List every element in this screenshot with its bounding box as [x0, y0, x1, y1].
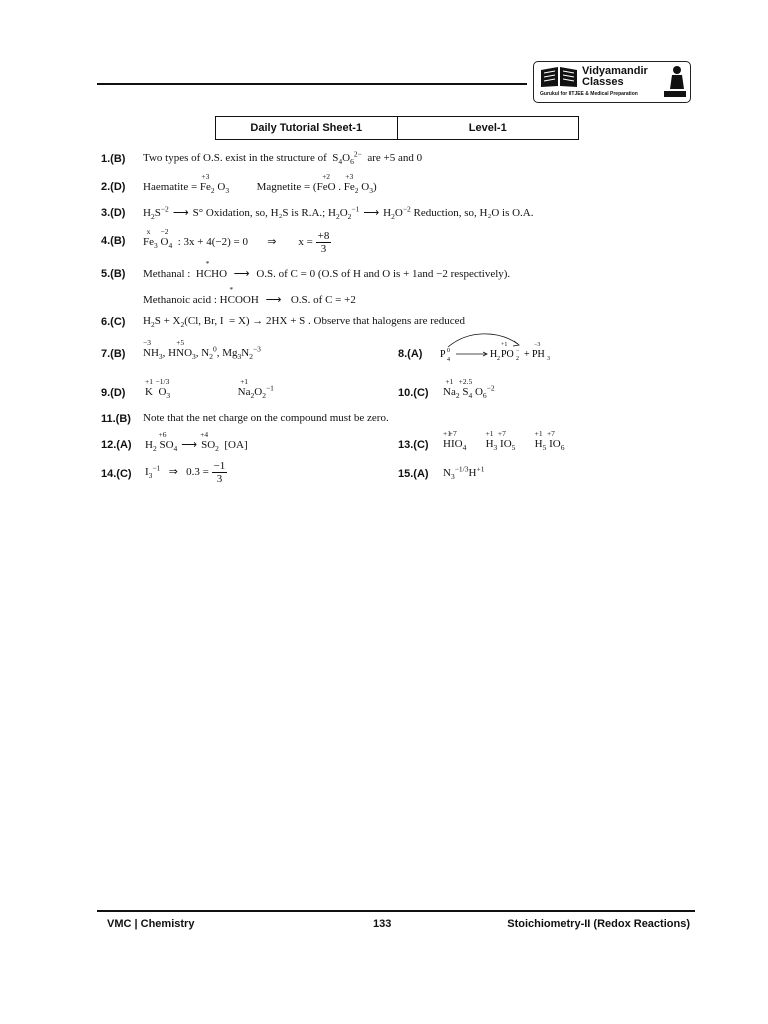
vmc-logo — [533, 61, 691, 103]
answer-2-text: Haematite = Fe +3 $_2$ $O_3$ Magnetite = (FeO +2 . Fe +3 $_2$ $O_3$) — [143, 172, 377, 196]
logo-tagline: Gurukul for IITJEE & Medical Preparation — [540, 91, 638, 97]
answer-number: 4.(B) — [101, 235, 126, 247]
sheet-title: Daily Tutorial Sheet-1 — [250, 122, 363, 134]
svg-text:−3: −3 — [534, 342, 541, 348]
answer-5b-text: Methanoic acid : HC * OOH ⟶ O.S. of C = +2 — [143, 285, 356, 306]
answer-6-text: $H_2S + X_2(Cl$, Br, I = X) → 2HX + S . Observe that halogens are reduced — [143, 315, 466, 330]
book-icon — [540, 66, 578, 88]
answer-4-text: Fe x $_3$ O −2 $_4$ : 3x + 4(−2) = 0 ⇒ x = $\frac{+8}{3}$ — [143, 227, 330, 255]
answer-9-text: K +1 O −1/3 $_3$ Na +1 $_2O_2^{-1}$ — [144, 377, 274, 401]
answer-number: 9.(D) — [101, 387, 126, 399]
answer-number: 11.(B) — [101, 413, 131, 425]
answer-14-text: $I_3^{-1}$ ⇒ 0.3 = $\frac{-1}{3}$ — [145, 460, 226, 485]
answer-11-text: Note that the net charge on the compound must be zero. — [143, 412, 389, 424]
answer-15-text: $N_3^{-1/3}H^{+1}$ — [443, 464, 485, 482]
student-desk-icon — [662, 65, 688, 99]
answer-number: 5.(B) — [101, 268, 126, 280]
svg-text:+: + — [524, 349, 530, 360]
svg-text:P: P — [440, 349, 446, 360]
answer-13-text: H +1 I +7 $O_4$ H +1 $_3$ I +7 $O_5$ H +1 $_5$ I +7 $O_6$ — [442, 429, 565, 453]
answer-1-text: Two types of O.S. exist in the structure of $S_4O_6^{2-}$ are +5 and 0 — [143, 149, 423, 167]
footer-chapter: Stoichiometry-II (Redox Reactions) — [507, 918, 690, 930]
answer-number: 15.(A) — [398, 468, 429, 480]
svg-text:2: 2 — [497, 356, 500, 362]
svg-text:PH: PH — [532, 349, 545, 360]
sheet-level: Level-1 — [397, 117, 579, 139]
svg-text:0: 0 — [447, 348, 450, 354]
answer-10-text: Na +1 $_2$ S +2.5 $_4$ $O_6^{-2}$ — [443, 377, 495, 401]
answer-number: 3.(D) — [101, 207, 126, 219]
answer-12-text: $H_2$ S +6 $O_4$ ⟶ S +4 $O_2$ [OA] — [145, 430, 248, 454]
answer-number: 13.(C) — [398, 439, 429, 451]
sheet-title-box — [215, 116, 579, 140]
svg-text:−: − — [516, 348, 520, 354]
svg-text:2: 2 — [516, 356, 519, 362]
logo-name: Vidyamandir Classes — [582, 65, 648, 88]
answer-number: 2.(D) — [101, 181, 126, 193]
answer-number: 8.(A) — [398, 348, 423, 360]
footer-subject: VMC | Chemistry — [107, 918, 195, 930]
answer-7-text: N −3 $H_3$, HN +5 $O_3$, $N_2^0$, $Mg_3N_2^{-3}$ — [142, 338, 261, 362]
answer-number: 12.(A) — [101, 439, 132, 451]
svg-text:PO: PO — [501, 349, 514, 360]
answer-number: 10.(C) — [398, 387, 429, 399]
footer-page-number: 133 — [373, 918, 392, 930]
footer-rule — [97, 910, 695, 912]
answer-8-reaction — [438, 332, 552, 368]
header-rule — [97, 83, 527, 85]
svg-text:+1: +1 — [501, 342, 508, 348]
answer-number: 6.(C) — [101, 316, 126, 328]
svg-text:3: 3 — [547, 356, 550, 362]
svg-text:H: H — [490, 349, 498, 360]
answer-5-text: Methanal : HC * HO ⟶ O.S. of C = 0 (O.S of H and O is + 1and −2 respectively). — [143, 259, 511, 280]
svg-text:4: 4 — [447, 357, 450, 363]
answer-number: 14.(C) — [101, 468, 132, 480]
answer-number: 1.(B) — [101, 153, 126, 165]
answer-number: 7.(B) — [101, 348, 126, 360]
answer-3-text: $H_2S^{-2}$ ⟶ S° Oxidation, so, H₂S is R.A.; $H_2O_2^{-1}$ ⟶ $H_2O^{-2}$ Reduction, so, H₂O is O.A. — [143, 204, 534, 222]
